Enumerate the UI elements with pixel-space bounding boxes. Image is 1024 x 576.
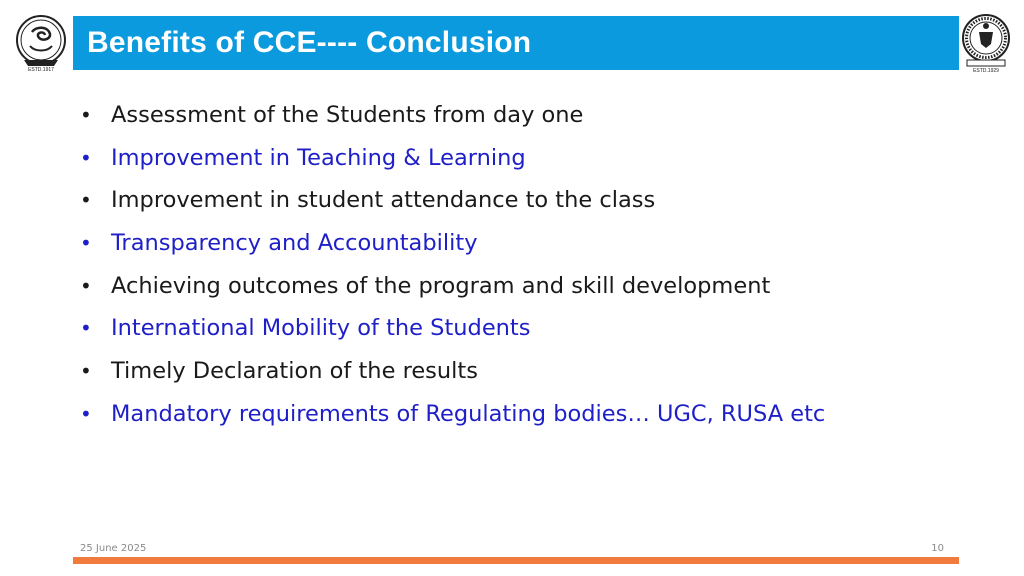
list-item — [72, 137, 825, 180]
list-item — [72, 350, 825, 393]
list-item-text: Transparency and Accountability — [111, 230, 478, 257]
list-item-text: Mandatory requirements of Regulating bodies… UGC, RUSA etc — [111, 400, 826, 427]
list-item-text: Achieving outcomes of the program and skill development — [111, 272, 771, 299]
svg-text:ESTD.1929: ESTD.1929 — [973, 68, 999, 74]
list-item — [72, 393, 825, 436]
bullet-icon: • — [80, 359, 92, 384]
bullet-icon: • — [80, 188, 92, 213]
list-item — [72, 94, 825, 137]
slide-title: Benefits of CCE---- Conclusion — [87, 26, 532, 59]
bullet-icon: • — [80, 103, 92, 127]
title-bar — [73, 16, 959, 70]
list-item-text: Improvement in student attendance to the class — [111, 187, 656, 214]
page-number: 10 — [931, 543, 944, 554]
bullet-icon: • — [80, 316, 92, 341]
list-item — [72, 179, 825, 222]
list-item-text: International Mobility of the Students — [111, 315, 531, 342]
list-item — [72, 265, 825, 308]
list-item-text: Assessment of the Students from day one — [111, 102, 584, 128]
bullet-icon: • — [80, 145, 92, 170]
university-crest-icon — [10, 12, 72, 74]
bullet-icon: • — [80, 273, 92, 298]
footer-bar — [73, 557, 959, 564]
footer-date: 25 June 2025 — [80, 543, 147, 554]
college-crest-icon — [955, 12, 1017, 74]
list-item-text: Improvement in Teaching & Learning — [111, 144, 526, 171]
list-item-text: Timely Declaration of the results — [111, 358, 478, 385]
svg-text:ESTD.1917: ESTD.1917 — [28, 67, 54, 73]
bullet-icon: • — [80, 231, 92, 256]
bullet-list — [72, 94, 825, 436]
list-item — [72, 222, 825, 265]
list-item — [72, 307, 825, 350]
bullet-icon: • — [80, 401, 92, 426]
